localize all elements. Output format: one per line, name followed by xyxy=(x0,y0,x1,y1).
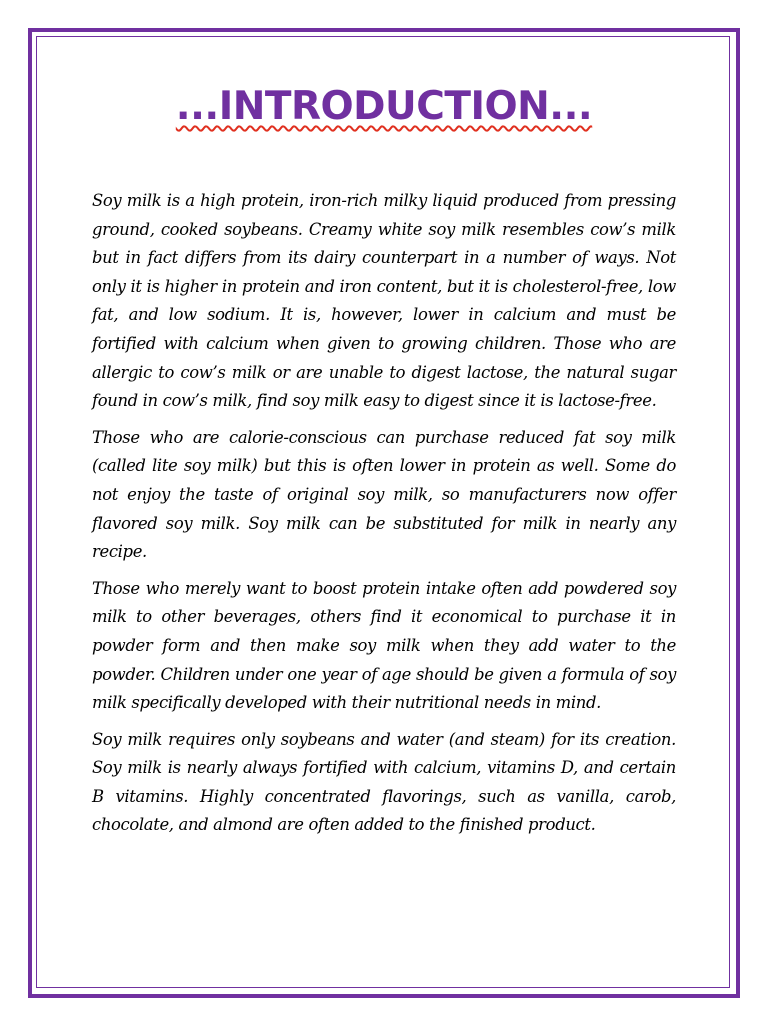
body-text xyxy=(92,187,676,848)
paragraph-2: Those who are calorie-conscious can purchase reduced fat soy milk (called lite soy milk) but this is often lower in protein as well. Some do not enjoy the taste of original soy milk, so manufacturers now offer flavored soy milk. Soy milk can be substituted for milk in nearly any recipe. xyxy=(92,427,676,562)
paragraph-3: Those who merely want to boost protein intake often add powdered soy milk to other beverages, others find it economical to purchase it in powder form and then make soy milk when they add water to the powder. Children under one year of age should be given a formula of soy milk specifically developed with their nutritional needs in mind. xyxy=(92,578,676,713)
paragraph-4: Soy milk requires only soybeans and water (and steam) for its creation. Soy milk is nearly always fortified with calcium, vitamins D, and certain B vitamins. Highly concentrated flavorings, such as vanilla, carob, chocolate, and almond are often added to the finished product. xyxy=(92,729,676,835)
paragraph-1: Soy milk is a high protein, iron-rich milky liquid produced from pressing ground, cooked soybeans. Creamy white soy milk resembles cow’s milk but in fact differs from its dairy counterpart in a number of ways. Not only it is higher in protein and iron content, but it is cholesterol-free, low fat, and low sodium. It is, however, lower in calcium and must be fortified with calcium when given to growing children. Those who are allergic to cow’s milk or are unable to digest lactose, the natural sugar found in cow’s milk, find soy milk easy to digest since it is lactose-free. xyxy=(92,191,676,411)
page-title: ...INTRODUCTION... xyxy=(175,84,593,129)
